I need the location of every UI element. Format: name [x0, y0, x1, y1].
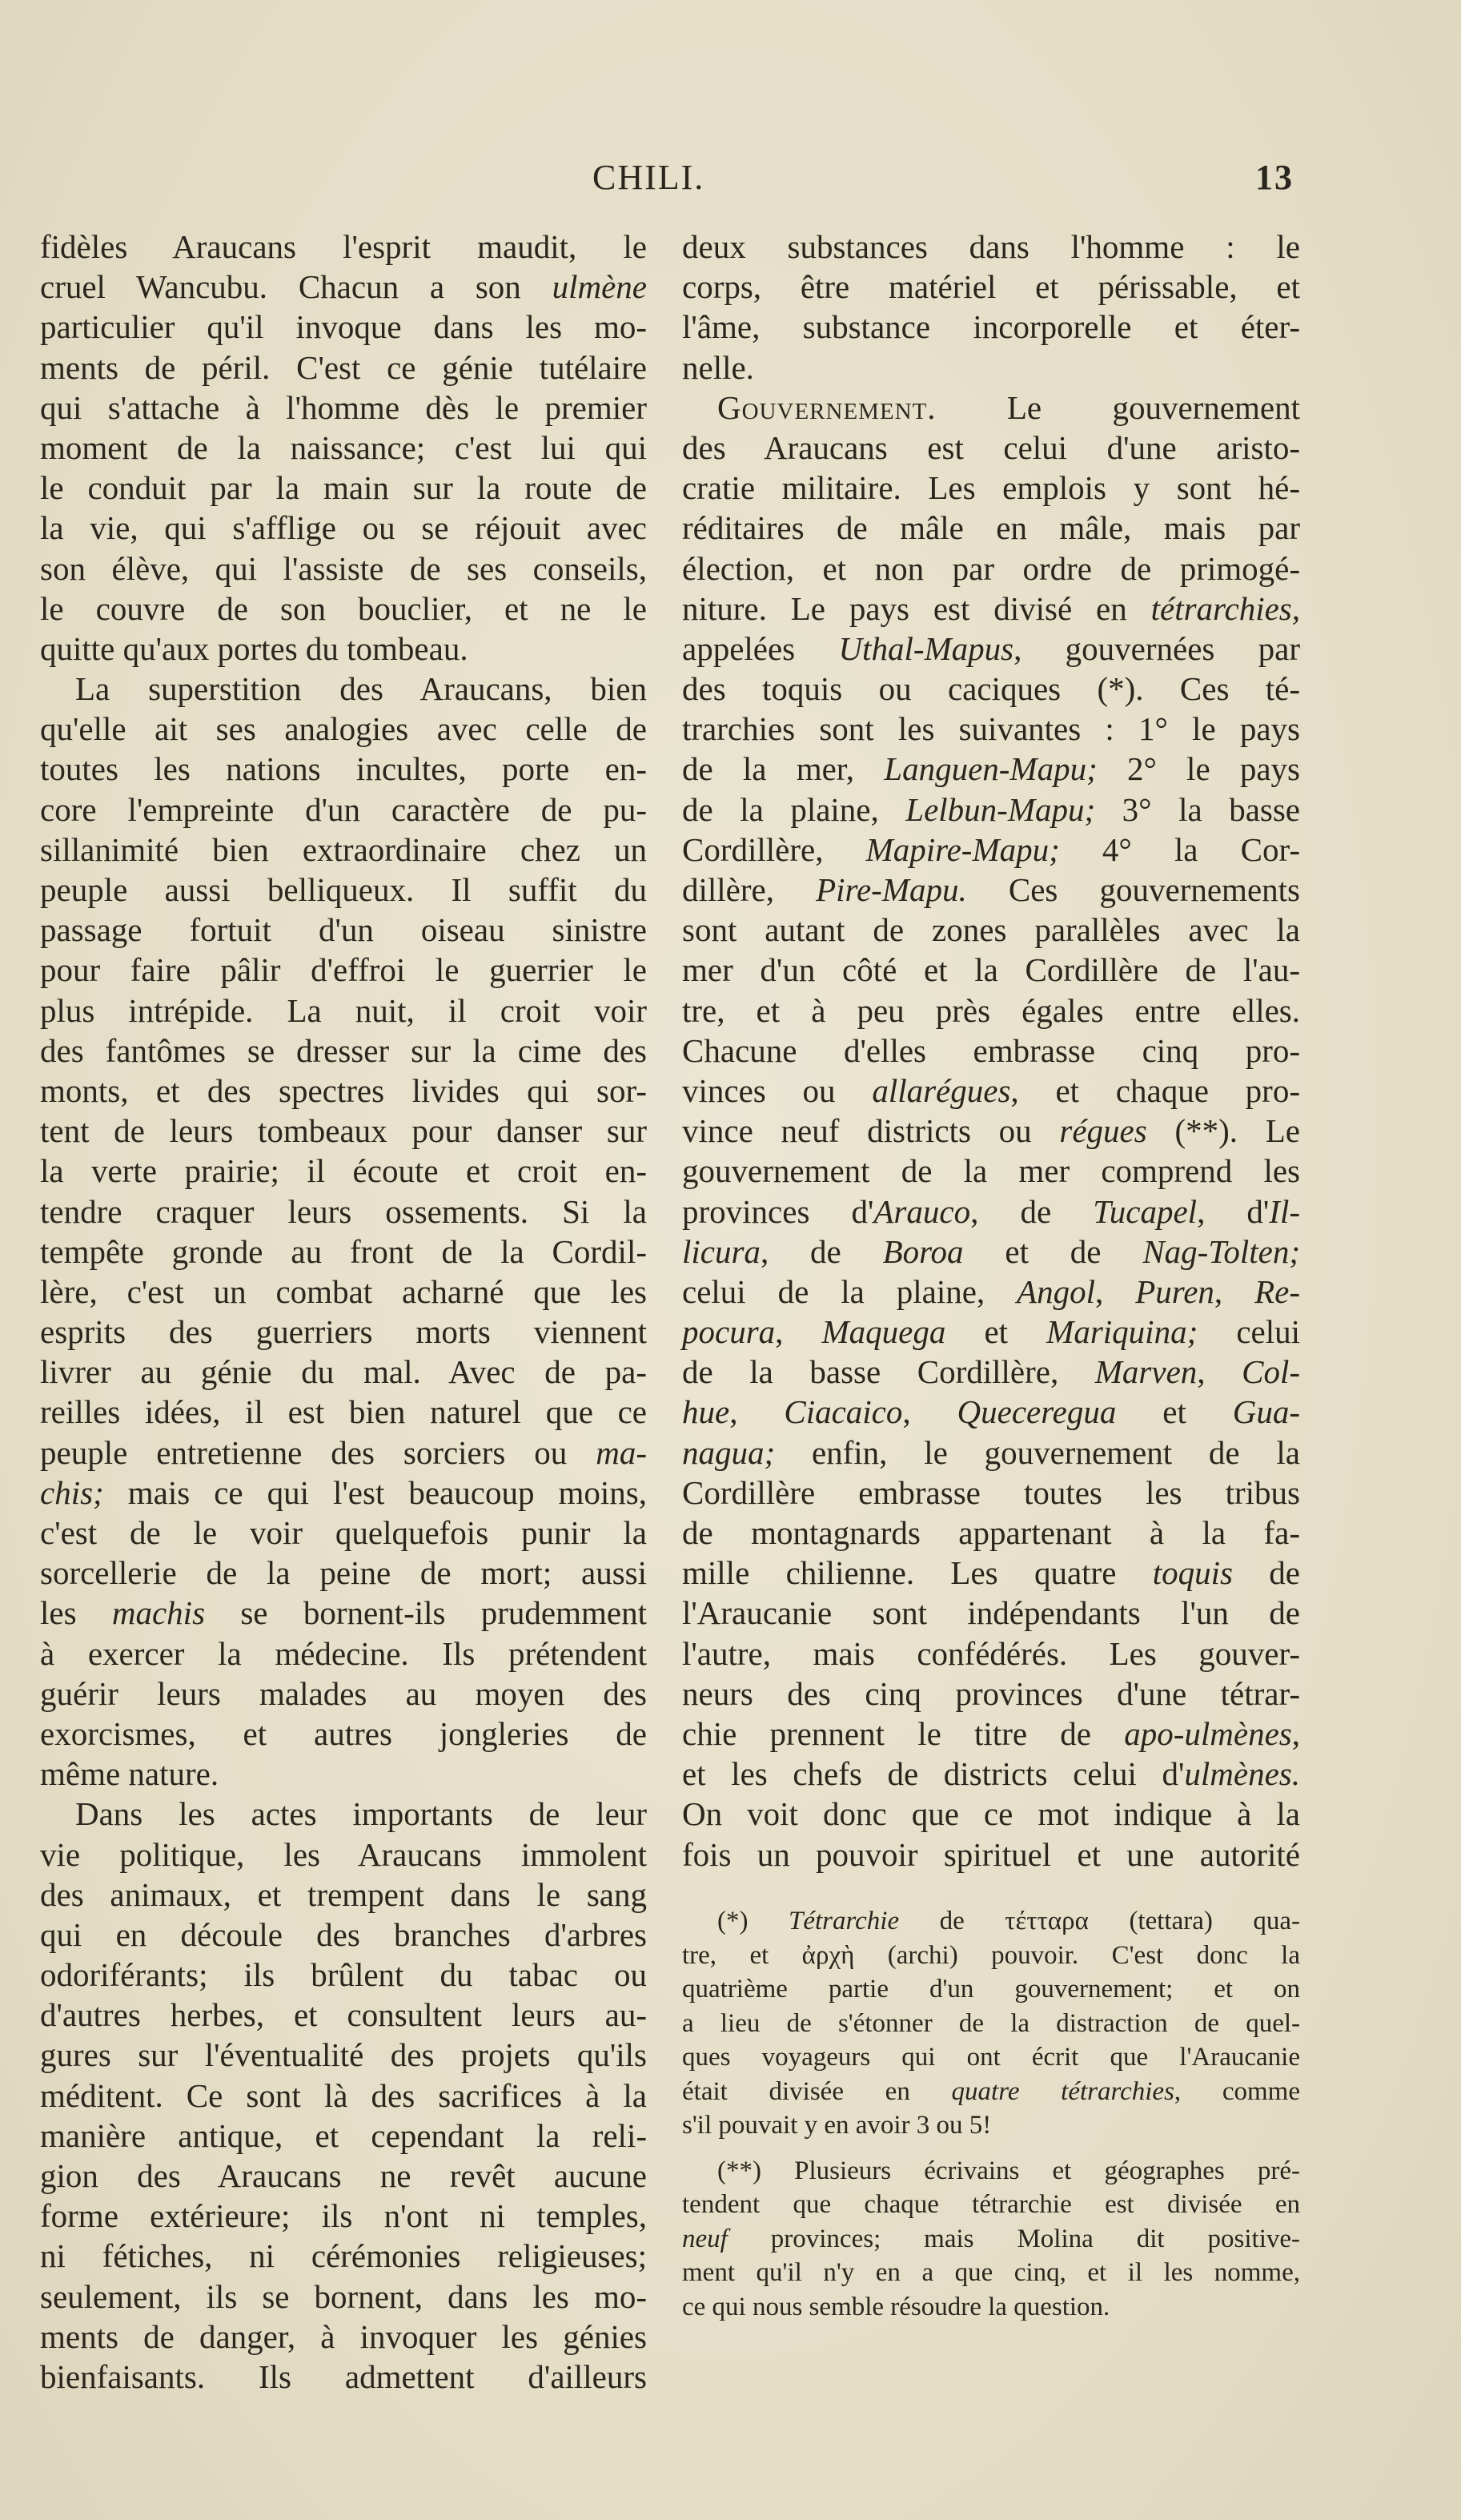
text-run: (**) Plusieurs écrivains et géographes pré-: [717, 2156, 1300, 2185]
text-line: [682, 2290, 1300, 2325]
text-run: tent de leurs tombeaux pour danser sur: [40, 1112, 647, 1150]
text-run: , et chaque pro-: [1010, 1071, 1300, 1109]
text-run: son élève, qui l'assiste de ses conseils,: [40, 549, 647, 587]
text-line: [682, 1754, 1300, 1794]
text-line: [682, 1433, 1300, 1473]
text-run: sorcellerie de la peine de mort; aussi: [40, 1554, 647, 1592]
text-run: vinces ou: [682, 1071, 873, 1109]
text-line: [40, 2236, 647, 2276]
text-run: tre, et à peu près égales entre elles.: [682, 991, 1300, 1029]
running-title: CHILI.: [592, 158, 705, 197]
text-line: [40, 749, 647, 789]
text-run: celui de la plaine,: [682, 1272, 1017, 1310]
text-run: ,: [1291, 1714, 1300, 1752]
text-run: se bornent-ils prudemment: [205, 1594, 648, 1632]
text-line: [40, 388, 647, 428]
italic-text: toquis: [1152, 1554, 1233, 1592]
text-line: [682, 1192, 1300, 1232]
italic-text: machis: [111, 1594, 206, 1632]
text-line: [682, 1794, 1300, 1834]
text-line: [40, 2116, 647, 2156]
text-line: [682, 1674, 1300, 1714]
text-line: [40, 227, 647, 267]
text-run: ,: [902, 1393, 957, 1431]
text-line: [40, 2076, 647, 2116]
text-run: des fantômes se dresser sur la cime des: [40, 1031, 647, 1069]
text-run: provinces d': [682, 1192, 874, 1230]
text-run: qui s'attache à l'homme dès le premier: [40, 388, 647, 426]
text-line: [40, 1714, 647, 1754]
text-run: lère, c'est un combat acharné que les: [40, 1272, 647, 1310]
text-run: même nature.: [40, 1755, 219, 1793]
text-run: quatrième partie d'un gouvernement; et on: [682, 1975, 1300, 2004]
text-run: enfin, le gouvernement de la: [775, 1433, 1300, 1471]
text-line: [40, 1071, 647, 1111]
text-run: cruel Wancubu. Chacun a son: [40, 268, 552, 306]
text-run: provinces; mais Molina dit positive-: [727, 2224, 1300, 2253]
text-run: ,: [1197, 1353, 1242, 1391]
text-run: ,: [1214, 1272, 1255, 1310]
text-run: niture. Le pays est divisé en: [682, 589, 1151, 627]
text-line: [40, 1232, 647, 1272]
italic-text: Re-: [1254, 1272, 1301, 1310]
text-line: [40, 1352, 647, 1392]
text-run: esprits des guerriers morts viennent: [40, 1313, 647, 1351]
italic-text: ulmènes.: [1184, 1755, 1300, 1793]
text-run: manière antique, et cependant la reli-: [40, 2116, 647, 2154]
text-line: [40, 1553, 647, 1593]
text-run: appelées: [682, 629, 839, 667]
text-run: 2° le pays: [1097, 750, 1300, 788]
text-run: et les chefs de districts celui d': [682, 1755, 1185, 1793]
text-line: [682, 1312, 1300, 1352]
text-run: Le gouvernement: [936, 388, 1300, 426]
text-run: d'autres herbes, et consultent leurs au-: [40, 1996, 647, 2034]
italic-text: Uthal-Mapus: [838, 629, 1014, 667]
text-run: et: [945, 1313, 1047, 1351]
italic-text: ma-: [596, 1433, 647, 1471]
italic-text: Col-: [1242, 1353, 1300, 1391]
text-run: pour faire pâlir d'effroi le guerrier le: [40, 951, 647, 989]
text-run: ni fétiches, ni cérémonies religieuses;: [40, 2237, 647, 2275]
text-run: tendent que chaque tétrarchie est divisée en: [682, 2190, 1300, 2219]
italic-text: Mapire-Mapu;: [865, 830, 1060, 868]
text-run: a lieu de s'étonner de la distraction de quel-: [682, 2008, 1300, 2038]
right-column: [682, 227, 1300, 1875]
text-run: et de: [963, 1232, 1143, 1270]
text-run: chie prennent le titre de: [682, 1714, 1125, 1752]
italic-text: Il-: [1269, 1192, 1300, 1230]
text-run: quitte qu'aux portes du tombeau.: [40, 629, 468, 667]
italic-text: licura: [682, 1232, 761, 1270]
text-line: [682, 2154, 1300, 2188]
text-line: [682, 1473, 1300, 1513]
text-run: de la mer,: [682, 750, 885, 788]
text-run: passage fortuit d'un oiseau sinistre: [40, 911, 647, 949]
text-run: gures sur l'éventualité des projets qu'ils: [40, 2036, 647, 2074]
text-line: [40, 1634, 647, 1674]
text-run: ,: [775, 1313, 822, 1351]
text-run: ,: [729, 1393, 785, 1431]
italic-text: chis;: [40, 1473, 104, 1511]
italic-text: apo-ulmènes: [1124, 1714, 1292, 1752]
text-line: [40, 1312, 647, 1352]
text-run: qu'elle ait ses analogies avec celle de: [40, 710, 647, 748]
text-run: core l'empreinte d'un caractère de pu-: [40, 790, 647, 828]
text-line: [682, 388, 1300, 428]
text-run: Cordillère embrasse toutes les tribus: [682, 1473, 1300, 1511]
text-line: [40, 428, 647, 468]
footnote: [682, 1904, 1300, 2143]
text-run: forme extérieure; ils n'ont ni temples,: [40, 2197, 647, 2235]
text-run: était divisée en: [682, 2076, 952, 2106]
text-run: l'âme, substance incorporelle et éter-: [682, 308, 1300, 346]
paragraph: [40, 227, 647, 669]
text-line: [682, 991, 1300, 1031]
text-run: , d': [1197, 1192, 1270, 1230]
text-run: de la basse Cordillère,: [682, 1353, 1095, 1391]
text-run: le conduit par la main sur la route de: [40, 469, 647, 507]
text-run: mer d'un côté et la Cordillère de l'au-: [682, 951, 1300, 989]
text-line: [40, 1674, 647, 1714]
text-line: [682, 950, 1300, 990]
italic-text: quatre tétrarchies: [951, 2076, 1174, 2106]
text-line: [682, 1553, 1300, 1593]
text-run: Chacune d'elles embrasse cinq pro-: [682, 1031, 1300, 1069]
text-run: trarchies sont les suivantes : 1° le pays: [682, 710, 1300, 748]
text-line: [682, 1972, 1300, 2007]
paragraph: [40, 1794, 647, 2397]
italic-text: hue: [682, 1393, 730, 1431]
text-line: [40, 2357, 647, 2397]
text-run: à exercer la médecine. Ils prétendent: [40, 1634, 647, 1672]
text-line: [682, 428, 1300, 468]
italic-text: Puren: [1135, 1272, 1214, 1310]
text-run: l'autre, mais confédérés. Les gouver-: [682, 1634, 1300, 1672]
italic-text: Pire-Mapu.: [816, 871, 967, 908]
text-line: [682, 2007, 1300, 2041]
text-line: [682, 1835, 1300, 1875]
page-number: 13: [1255, 158, 1294, 197]
text-run: fois un pouvoir spirituel et une autorité: [682, 1835, 1300, 1873]
text-line: [40, 1111, 647, 1151]
text-run: des Araucans est celui d'une aristo-: [682, 428, 1300, 466]
italic-text: pocura: [682, 1313, 776, 1351]
text-line: [682, 629, 1300, 669]
italic-text: Ciacaico: [784, 1393, 903, 1431]
text-run: ment qu'il n'y en a que cinq, et il les nomme,: [682, 2258, 1300, 2287]
text-line: [40, 1835, 647, 1875]
italic-text: Angol: [1017, 1272, 1096, 1310]
text-line: [40, 468, 647, 508]
footnote: [682, 2154, 1300, 2325]
section-heading: Gouvernement.: [717, 388, 937, 426]
text-run: des animaux, et trempent dans le sang: [40, 1875, 647, 1913]
text-line: [682, 669, 1300, 709]
text-run: Cordillère,: [682, 830, 866, 868]
text-line: [40, 2156, 647, 2196]
text-line: [682, 1392, 1300, 1432]
text-line: [682, 227, 1300, 267]
text-run: Dans les actes importants de leur: [75, 1795, 647, 1833]
text-line: [40, 2035, 647, 2075]
italic-text: Queceregua: [957, 1393, 1117, 1431]
text-run: odoriférants; ils brûlent du tabac ou: [40, 1956, 647, 1994]
text-line: [40, 669, 647, 709]
italic-text: Tucapel: [1093, 1192, 1198, 1230]
text-run: des toquis ou caciques (*). Ces té-: [682, 670, 1300, 708]
paragraph: [682, 388, 1300, 1875]
text-line: [682, 1714, 1300, 1754]
text-line: [682, 709, 1300, 749]
text-run: , gouvernées par: [1013, 629, 1300, 667]
text-run: ce qui nous semble résoudre la question.: [682, 2292, 1110, 2321]
text-run: élection, et non par ordre de primogé-: [682, 549, 1300, 587]
paragraph: [40, 669, 647, 1794]
text-run: mille chilienne. Les quatre: [682, 1554, 1153, 1592]
running-head: [0, 157, 1461, 205]
text-line: [682, 1634, 1300, 1674]
text-line: [682, 589, 1300, 629]
text-run: le couvre de son bouclier, et ne le: [40, 589, 647, 627]
text-line: [40, 1794, 647, 1834]
text-run: seulement, ils se bornent, dans les mo-: [40, 2277, 647, 2315]
text-line: [682, 910, 1300, 950]
text-run: s'il pouvait y en avoir 3 ou 5!: [682, 2111, 992, 2140]
text-line: [682, 1232, 1300, 1272]
italic-text: Mariquina;: [1046, 1313, 1198, 1351]
text-run: 3° la basse: [1095, 790, 1300, 828]
text-run: bienfaisants. Ils admettent d'ailleurs: [40, 2357, 647, 2395]
text-run: , de: [970, 1192, 1094, 1230]
text-run: monts, et des spectres livides qui sor-: [40, 1071, 647, 1109]
text-run: ments de péril. C'est ce génie tutélaire: [40, 348, 647, 386]
text-run: de: [1232, 1554, 1300, 1592]
left-column: [40, 227, 647, 2397]
text-run: la vie, qui s'afflige ou se réjouit avec: [40, 509, 647, 547]
text-run: tre, et ἀρχὴ (archi) pouvoir. C'est donc la: [682, 1940, 1300, 1970]
text-line: [40, 1593, 647, 1633]
text-line: [40, 267, 647, 307]
text-line: [40, 910, 647, 950]
text-line: [682, 549, 1300, 589]
text-run: les: [40, 1594, 112, 1632]
text-line: [40, 790, 647, 830]
text-line: [682, 1031, 1300, 1071]
text-run: reilles idées, il est bien naturel que ce: [40, 1393, 647, 1431]
text-line: [40, 1955, 647, 1995]
text-run: sont autant de zones parallèles avec la: [682, 911, 1300, 949]
text-run: de montagnards appartenant à la fa-: [682, 1514, 1300, 1551]
text-line: [682, 2222, 1300, 2257]
text-line: [682, 1352, 1300, 1392]
text-run: sillanimité bien extraordinaire chez un: [40, 830, 647, 868]
italic-text: Lelbun-Mapu;: [905, 790, 1096, 828]
text-run: vie politique, les Araucans immolent: [40, 1835, 647, 1873]
text-line: [682, 830, 1300, 870]
text-run: et: [1116, 1393, 1233, 1431]
text-line: [682, 1111, 1300, 1151]
text-line: [682, 307, 1300, 347]
text-run: Ces gouvernements: [966, 871, 1300, 908]
text-line: [40, 549, 647, 589]
italic-text: Marven: [1094, 1353, 1198, 1391]
text-line: [40, 1513, 647, 1553]
text-line: [682, 2040, 1300, 2075]
text-run: plus intrépide. La nuit, il croit voir: [40, 991, 647, 1029]
text-line: [40, 1915, 647, 1955]
text-line: [40, 307, 647, 347]
text-line: [40, 1473, 647, 1513]
text-line: [682, 790, 1300, 830]
text-run: , de: [760, 1232, 883, 1270]
text-run: deux substances dans l'homme : le: [682, 228, 1300, 265]
text-line: [682, 508, 1300, 548]
text-line: [40, 2277, 647, 2317]
text-run: 4° la Cor-: [1059, 830, 1300, 868]
text-run: peuple aussi belliqueux. Il suffit du: [40, 871, 647, 908]
text-line: [40, 2196, 647, 2236]
text-line: [40, 589, 647, 629]
text-line: [682, 348, 1300, 388]
text-run: qui en découle des branches d'arbres: [40, 1915, 647, 1953]
text-run: exorcismes, et autres jongleries de: [40, 1714, 647, 1752]
italic-text: Tétrarchie: [789, 1907, 900, 1935]
text-run: gouvernement de la mer comprend les: [682, 1152, 1300, 1190]
text-line: [682, 267, 1300, 307]
footnotes: [682, 1904, 1300, 2335]
text-run: fidèles Araucans l'esprit maudit, le: [40, 228, 647, 265]
text-run: la verte prairie; il écoute et croit en-: [40, 1152, 647, 1190]
text-run: l'Araucanie sont indépendants l'un de: [682, 1594, 1300, 1632]
text-line: [682, 1151, 1300, 1191]
paragraph: [682, 227, 1300, 388]
italic-text: Arauco: [873, 1192, 971, 1230]
text-run: tendre craquer leurs ossements. Si la: [40, 1192, 647, 1230]
text-line: [40, 1754, 647, 1794]
text-line: [682, 2108, 1300, 2143]
text-run: gion des Araucans ne revêt aucune: [40, 2157, 647, 2194]
text-run: neurs des cinq provinces d'une tétrar-: [682, 1674, 1300, 1712]
italic-text: Boroa: [882, 1232, 964, 1270]
text-line: [40, 1272, 647, 1312]
text-line: [40, 2317, 647, 2357]
text-line: [682, 1593, 1300, 1633]
text-run: dillère,: [682, 871, 817, 908]
text-run: nelle.: [682, 348, 754, 386]
text-run: cratie militaire. Les emplois y sont hé-: [682, 469, 1300, 507]
text-line: [40, 709, 647, 749]
text-line: [40, 1392, 647, 1432]
text-line: [682, 1904, 1300, 1939]
text-run: toutes les nations incultes, porte en-: [40, 750, 647, 788]
text-line: [682, 2256, 1300, 2290]
italic-text: régues: [1059, 1112, 1147, 1150]
italic-text: Gua-: [1232, 1393, 1300, 1431]
text-run: de la plaine,: [682, 790, 906, 828]
italic-text: neuf: [682, 2224, 728, 2253]
text-run: moment de la naissance; c'est lui qui: [40, 428, 647, 466]
italic-text: Maquega: [821, 1313, 946, 1351]
text-line: [682, 749, 1300, 789]
text-run: (**). Le: [1146, 1112, 1300, 1150]
italic-text: allarégues: [872, 1071, 1011, 1109]
text-run: , comme: [1174, 2076, 1301, 2106]
text-line: [682, 468, 1300, 508]
text-run: celui: [1198, 1313, 1300, 1351]
text-line: [682, 2188, 1300, 2222]
text-run: vince neuf districts ou: [682, 1112, 1060, 1150]
text-line: [40, 1875, 647, 1915]
text-run: On voit donc que ce mot indique à la: [682, 1795, 1300, 1833]
text-run: c'est de le voir quelquefois punir la: [40, 1514, 647, 1551]
text-run: ments de danger, à invoquer les génies: [40, 2317, 647, 2355]
text-line: [40, 991, 647, 1031]
italic-text: tétrarchies,: [1150, 589, 1300, 627]
italic-text: nagua;: [682, 1433, 776, 1471]
text-run: guérir leurs malades au moyen des: [40, 1674, 647, 1712]
text-line: [682, 1939, 1300, 1973]
text-run: mais ce qui l'est beaucoup moins,: [103, 1473, 647, 1511]
text-run: ques voyageurs qui ont écrit que l'Araucanie: [682, 2043, 1300, 2072]
text-run: La superstition des Araucans, bien: [75, 670, 647, 708]
text-run: réditaires de mâle en mâle, mais par: [682, 509, 1300, 547]
text-run: ,: [1095, 1272, 1136, 1310]
text-run: méditent. Ce sont là des sacrifices à la: [40, 2076, 647, 2114]
text-line: [40, 1031, 647, 1071]
text-line: [682, 2075, 1300, 2109]
text-line: [40, 950, 647, 990]
text-line: [40, 508, 647, 548]
text-line: [682, 1071, 1300, 1111]
text-line: [40, 1192, 647, 1232]
text-run: (*): [717, 1907, 789, 1935]
text-line: [682, 1272, 1300, 1312]
italic-text: Nag-Tolten;: [1142, 1232, 1300, 1270]
text-run: particulier qu'il invoque dans les mo-: [40, 308, 647, 346]
text-run: de τέτταρα (tettara) qua-: [899, 1907, 1301, 1935]
text-line: [40, 1433, 647, 1473]
text-line: [40, 348, 647, 388]
text-run: corps, être matériel et périssable, et: [682, 268, 1300, 306]
text-line: [40, 830, 647, 870]
text-run: livrer au génie du mal. Avec de pa-: [40, 1353, 647, 1391]
text-line: [40, 1151, 647, 1191]
text-run: peuple entretienne des sorciers ou: [40, 1433, 596, 1471]
text-line: [40, 1995, 647, 2035]
text-line: [682, 1513, 1300, 1553]
text-line: [682, 870, 1300, 910]
text-line: [40, 629, 647, 669]
italic-text: Languen-Mapu;: [884, 750, 1098, 788]
italic-text: ulmène: [552, 268, 647, 306]
text-line: [40, 870, 647, 910]
text-run: tempête gronde au front de la Cordil-: [40, 1232, 647, 1270]
